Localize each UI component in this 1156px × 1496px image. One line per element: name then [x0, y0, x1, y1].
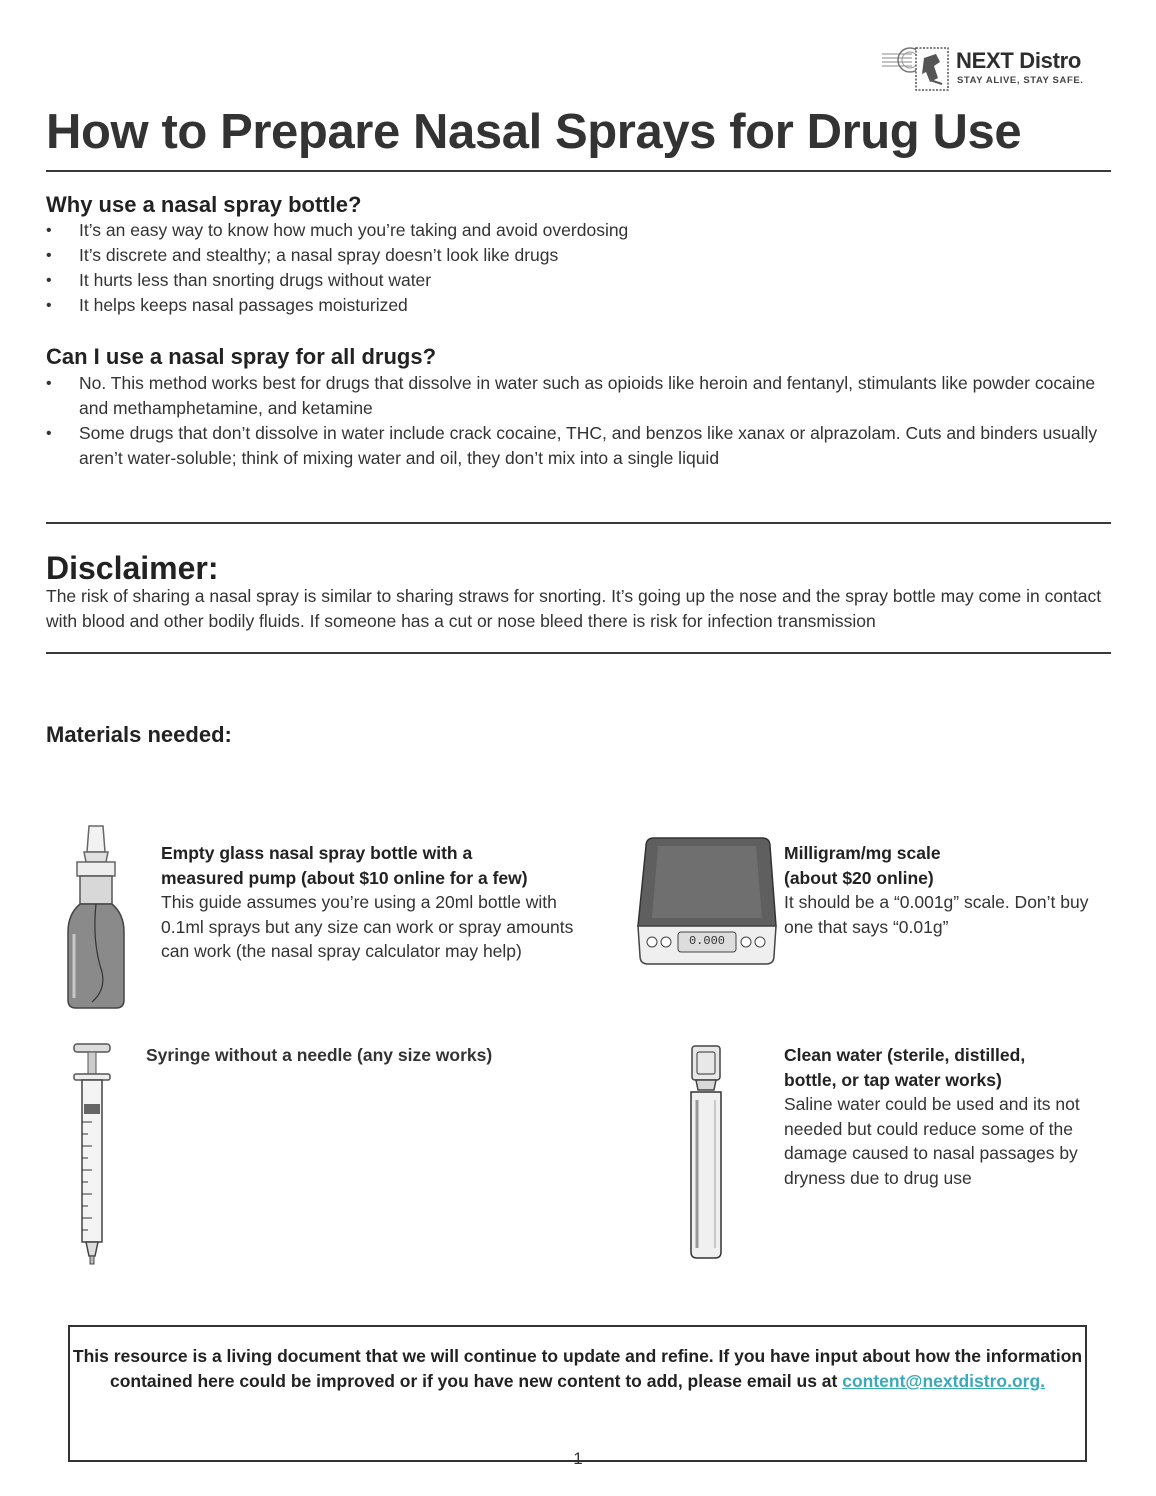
scale-display: 0.000: [688, 934, 725, 948]
list-item: • It’s discrete and stealthy; a nasal spray doesn’t look like drugs: [46, 243, 1116, 268]
list-item: • Some drugs that don’t dissolve in water include crack cocaine, THC, and benzos like xanax or alprazolam. Cuts and binders usually aren’t water-soluble; think of mixing water and oil, they don’t mix into a single liquid: [46, 421, 1116, 471]
syringe-title: Syringe without a needle (any size works): [146, 1045, 493, 1065]
feedback-notice: [68, 1325, 1087, 1462]
scale-description: [784, 841, 1119, 939]
why-list: [46, 218, 1116, 318]
materials-heading: Materials needed:: [46, 722, 232, 747]
notice-text: This resource is a living document that we will continue to update and refine. If you have input about how the information contained here could be improved or if you have new content to add, please email us at: [72, 1346, 1083, 1391]
water-text: Saline water could be used and its not needed but could reduce some of the damage caused to nasal passages by dryness due to drug use: [784, 1094, 1080, 1188]
brand-logo: [880, 44, 1115, 94]
list-item: • It helps keeps nasal passages moisturized: [46, 293, 1116, 318]
water-vial-icon: [686, 1044, 726, 1262]
bottle-title-line1: Empty glass nasal spray bottle with a: [161, 843, 473, 863]
water-title-line1: Clean water (sterile, distilled,: [784, 1045, 1026, 1065]
list-item: • It hurts less than snorting drugs without water: [46, 268, 1116, 293]
all-drugs-list: [46, 371, 1116, 471]
water-description: [784, 1043, 1124, 1191]
water-title-line2: bottle, or tap water works): [784, 1069, 1002, 1090]
syringe-icon: [70, 1042, 114, 1268]
section-divider: [46, 652, 1111, 654]
all-drugs-heading: Can I use a nasal spray for all drugs?: [46, 344, 437, 369]
title-divider: [46, 170, 1111, 172]
list-item: • No. This method works best for drugs that dissolve in water such as opioids like heroin and fentanyl, stimulants like powder cocaine and methamphetamine, and ketamine: [46, 371, 1116, 421]
page-title: How to Prepare Nasal Sprays for Drug Use: [46, 105, 1022, 159]
nasal-spray-bottle-icon: [62, 822, 130, 1012]
stamp-icon: [880, 44, 952, 94]
brand-tagline: STAY ALIVE, STAY SAFE.: [957, 75, 1084, 86]
brand-name: NEXT Distro: [956, 48, 1082, 73]
bottle-text: This guide assumes you’re using a 20ml bottle with 0.1ml sprays but any size can work or spray amounts can work (the nasal spray calculator may help): [161, 892, 574, 962]
bottle-title-line2: measured pump (about $10 online for a few): [161, 867, 528, 888]
disclaimer-heading: Disclaimer:: [46, 550, 219, 586]
disclaimer-text: The risk of sharing a nasal spray is similar to sharing straws for snorting. It’s going up the nose and the spray bottle may come in contact with blood and other bodily fluids. If someone has a cut or nose bleed there is risk for infection transmission: [46, 586, 1102, 631]
scale-icon: [634, 834, 780, 968]
scale-text: It should be a “0.001g” scale. Don’t buy one that says “0.01g”: [784, 892, 1089, 937]
section-divider: [46, 522, 1111, 524]
scale-title-line2: (about $20 online): [784, 867, 934, 888]
contact-email-link[interactable]: content@nextdistro.org.: [842, 1371, 1045, 1391]
list-item: • It’s an easy way to know how much you’re taking and avoid overdosing: [46, 218, 1116, 243]
page-number: 1: [573, 1449, 583, 1468]
bottle-description: [161, 841, 601, 964]
scale-title-line1: Milligram/mg scale: [784, 843, 941, 863]
why-heading: Why use a nasal spray bottle?: [46, 192, 362, 217]
